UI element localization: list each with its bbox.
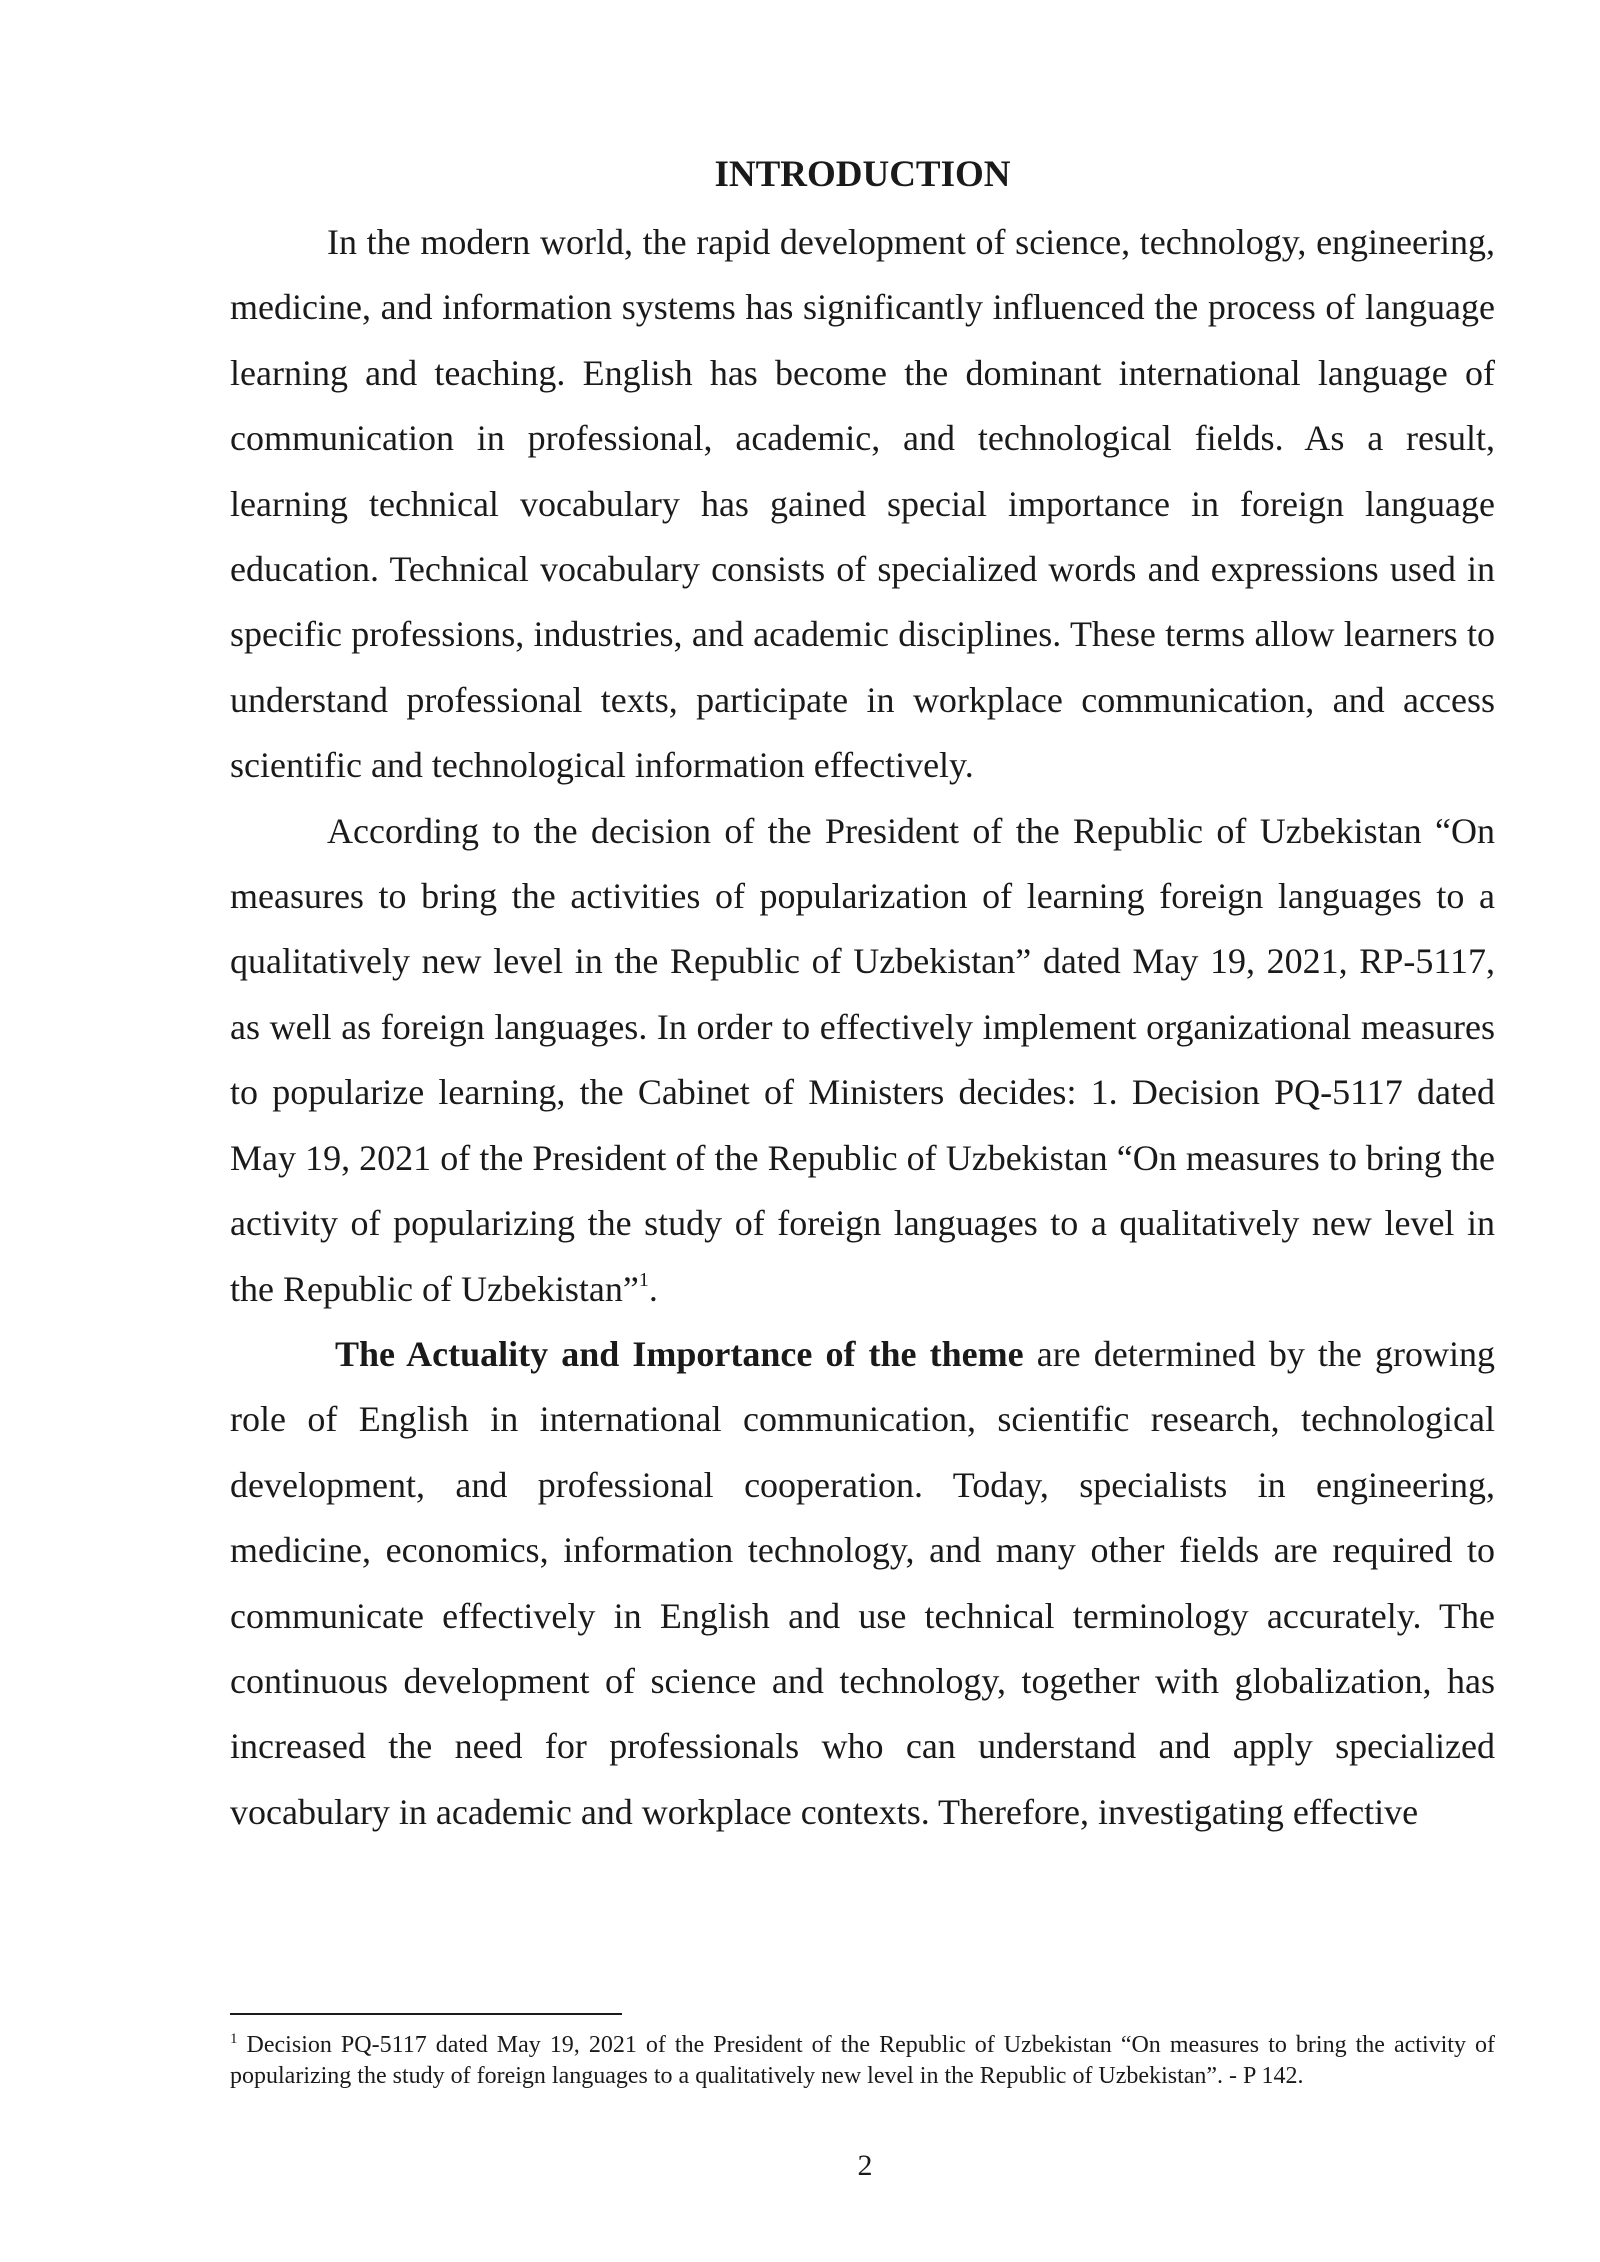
paragraph-decision-text: According to the decision of the President of the Republic of Uzbekistan “On measures to bring the activities of popularization of learning foreign languages to a qualitatively new level in the Republic of Uzbekistan” dated May 19, 2021, RP-5117, as well as foreign languages. In order to effectively implement organizational measures to popularize learning, the Cabinet of Ministers decides: 1. Decision PQ-5117 dated May 19, 2021 of the President of the Republic of Uzbekistan “On measures to bring the activity of popularizing the study of foreign languages to a qualitatively new level in the Republic of Uzbekistan”	[230, 810, 1495, 1309]
page-number: 2	[857, 2149, 873, 2182]
footnote	[230, 2030, 1495, 2092]
actuality-heading: The Actuality and Importance of the theme	[335, 1333, 1024, 1374]
page-title: INTRODUCTION	[714, 154, 1011, 195]
footnote-reference[interactable]: 1	[638, 1268, 649, 1291]
actuality-text: are determined by the growing role of English in international communication, scientific research, technological development, and professional cooperation. Today, specialists in engineering, medicine, economics, information technology, and many other fields are required to communicate effectively in English and use technical terminology accurately. The continuous development of science and technology, together with globalization, has increased the need for professionals who can understand and apply specialized vocabulary in academic and workplace contexts. Therefore, investigating effective	[230, 1333, 1495, 1832]
body-text	[230, 210, 1495, 1845]
paragraph-intro: In the modern world, the rapid development of science, technology, engineering, medicine, and information systems has significantly influenced the process of language learning and teaching. English has become the dominant international language of communication in professional, academic, and technological fields. As a result, learning technical vocabulary has gained special importance in foreign language education. Technical vocabulary consists of specialized words and expressions used in specific professions, industries, and academic disciplines. These terms allow learners to understand professional texts, participate in workplace communication, and access scientific and technological information effectively.	[230, 222, 1495, 786]
footnote-separator	[230, 2013, 622, 2015]
paragraph-decision	[230, 799, 1495, 1322]
paragraph-decision-end: .	[648, 1268, 658, 1309]
paragraph-actuality	[230, 1322, 1495, 1845]
footnote-text: Decision PQ-5117 dated May 19, 2021 of the President of the Republic of Uzbekistan “On measures to bring the activity of popularizing the study of foreign languages to a qualitatively new level in the Republic of Uzbekistan”. - P 142.	[230, 2032, 1495, 2089]
footnote-marker: 1	[230, 2031, 238, 2047]
